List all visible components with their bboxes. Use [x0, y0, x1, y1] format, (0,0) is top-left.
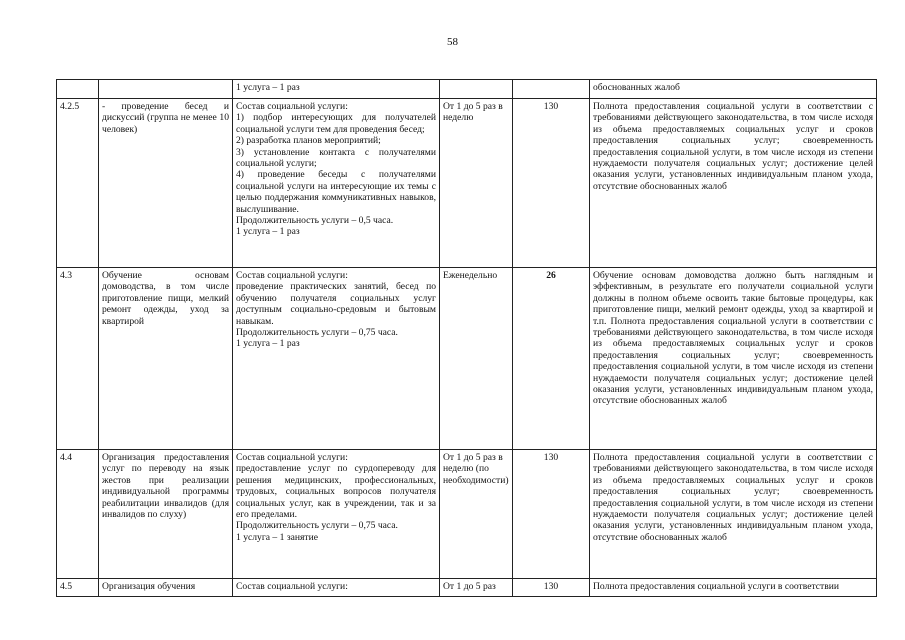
content-line: 2) разработка планов мероприятий;	[236, 135, 381, 147]
content-line: 4) проведение беседы с получателями социальной услуги на интересующие их темы с целью поддержания коммуникативных навыков, выслушивание.	[236, 169, 436, 215]
volume-cell: 130	[513, 579, 590, 597]
row-number-cell: 4.2.5	[57, 99, 99, 268]
table-row	[57, 450, 877, 579]
table-row	[57, 99, 877, 268]
service-name-cell: Организация предоставления услуг по переводу на язык жестов при реализации индивидуальной программы реабилитации инвалидов (для инвалидов по слуху)	[99, 450, 233, 579]
page-number: 58	[447, 36, 458, 48]
content-line: Продолжительность услуги – 0,75 часа.	[236, 520, 398, 532]
quality-cell: Обучение основам домоводства должно быть наглядным и эффективным, в результате его получатели социальной услуги должны в полном объеме освоить такие бытовые процедуры, как приготовление пищи, мелкий ремонт одежды, уход за квартирой и т.п. Полнота предоставления социальной услуги в соответствии с требованиями действующего законодательства, в том числе исходя из объема предоставляемых социальных услуг и сроков предоставления социальных услуг; своевременность предоставления социальной услуги, в том числе исходя из степени нуждаемости получателя социальных услуг; достижение целей оказания услуги, установленных индивидуальным планом ухода, отсутствие обоснованных жалоб	[590, 268, 877, 450]
row-number-cell: 4.4	[57, 450, 99, 579]
content-line: 1 услуга – 1 раз	[236, 82, 300, 93]
service-name-cell: Обучение основам домоводства, в том числе приготовление пищи, мелкий ремонт одежды, уход за квартирой	[99, 268, 233, 450]
volume-cell: 130	[513, 450, 590, 579]
content-line: 1) подбор интересующих для получателей социальной услуги тем для проведения бесед;	[236, 112, 436, 135]
service-name-cell: - проведение бесед и дискуссий (группа не менее 10 человек)	[99, 99, 233, 268]
content-line: 1 услуга – 1 занятие	[236, 531, 318, 543]
service-name-cell	[99, 80, 233, 99]
quality-cell: обоснованных жалоб	[590, 80, 877, 99]
content-line: предоставление услуг по сурдопереводу для решения медицинских, профессиональных, трудовых, социальных вопросов получателя социальных услуг, как в учреждении, так и за его пределами.	[236, 463, 436, 521]
row-number-cell	[57, 80, 99, 99]
volume-cell: 26	[513, 268, 590, 450]
service-content-cell	[233, 80, 440, 99]
quality-cell: Полнота предоставления социальной услуги в соответствии с требованиями действующего законодательства, в том числе исходя из объема предоставляемых социальных услуг и сроков предоставления социальных услуг; своевременность предоставления социальной услуги, в том числе исходя из степени нуждаемости получателя социальных услуг; достижение целей оказания услуги, установленных индивидуальным планом ухода, отсутствие обоснованных жалоб	[590, 450, 877, 579]
service-content-cell	[233, 268, 440, 450]
table-row	[57, 579, 877, 597]
services-table	[56, 79, 877, 597]
table-row	[57, 268, 877, 450]
volume-cell: 130	[513, 99, 590, 268]
table-row	[57, 80, 877, 99]
frequency-cell	[440, 80, 513, 99]
content-line: Продолжительность услуги – 0,75 часа.	[236, 327, 398, 339]
service-content-cell	[233, 579, 440, 597]
service-content-cell	[233, 99, 440, 268]
content-line: Состав социальной услуги:	[236, 270, 348, 281]
frequency-cell: От 1 до 5 раз	[440, 579, 513, 597]
quality-cell: Полнота предоставления социальной услуги в соответствии	[590, 579, 877, 597]
service-content-cell	[233, 450, 440, 579]
content-line: 1 услуга – 1 раз	[236, 226, 300, 238]
row-number-cell: 4.3	[57, 268, 99, 450]
frequency-cell: Еженедельно	[440, 268, 513, 450]
quality-cell: Полнота предоставления социальной услуги в соответствии с требованиями действующего законодательства, в том числе исходя из объема предоставляемых социальных услуг и сроков предоставления социальных услуг; своевременность предоставления социальной услуги, в том числе исходя из степени нуждаемости получателя социальных услуг; достижение целей оказания услуги, установленных индивидуальным планом ухода, отсутствие обоснованных жалоб	[590, 99, 877, 268]
volume-cell	[513, 80, 590, 99]
content-line: Состав социальной услуги:	[236, 101, 348, 112]
service-name-cell: Организация обучения	[99, 579, 233, 597]
content-line: Состав социальной услуги:	[236, 452, 348, 463]
content-line: 1 услуга – 1 раз	[236, 338, 300, 350]
content-line: Состав социальной услуги:	[236, 581, 348, 592]
row-number-cell: 4.5	[57, 579, 99, 597]
frequency-cell: От 1 до 5 раз в неделю (по необходимости)	[440, 450, 513, 579]
frequency-cell: От 1 до 5 раз в неделю	[440, 99, 513, 268]
content-line: Продолжительность услуги – 0,5 часа.	[236, 215, 394, 227]
content-line: 3) установление контакта с получателями социальной услуги;	[236, 146, 436, 170]
content-line: проведение практических занятий, бесед по обучению получателя социальных услуг доступным социально-средовым и бытовым навыкам.	[236, 281, 436, 327]
